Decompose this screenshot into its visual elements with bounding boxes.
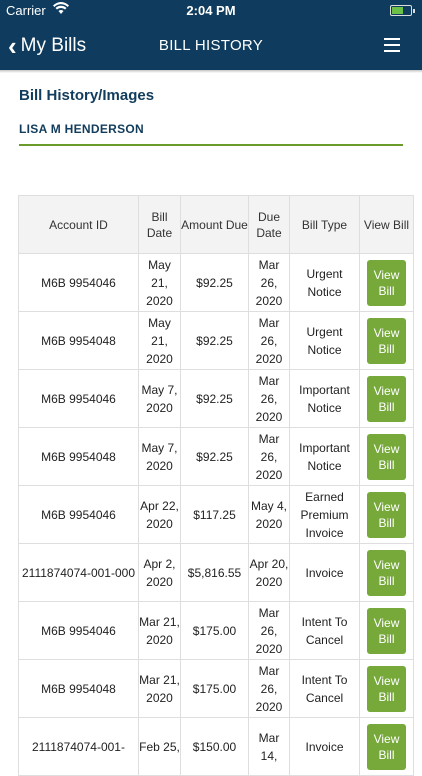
cell-due-date: Mar 14,	[249, 718, 290, 776]
nav-shadow	[0, 70, 422, 73]
cell-account-id: M6B 9954048	[19, 660, 139, 718]
cell-account-id: M6B 9954046	[19, 602, 139, 660]
view-bill-button[interactable]: View Bill	[367, 434, 406, 480]
cell-account-id: 2111874074-001-000	[19, 544, 139, 602]
cell-account-id: M6B 9954046	[19, 370, 139, 428]
cell-bill-date: May 21, 2020	[139, 312, 181, 370]
chevron-left-icon: ‹	[8, 31, 17, 61]
carrier-label: Carrier	[6, 3, 46, 18]
cell-due-date: Mar 26, 2020	[249, 370, 290, 428]
cell-amount-due: $175.00	[181, 602, 249, 660]
cell-view-bill	[360, 312, 414, 370]
cell-amount-due: $117.25	[181, 486, 249, 544]
cell-bill-date: May 7, 2020	[139, 370, 181, 428]
cell-amount-due: $175.00	[181, 660, 249, 718]
clock: 2:04 PM	[186, 3, 236, 18]
header-bill-date: Bill Date	[139, 196, 181, 254]
cell-amount-due: $92.25	[181, 370, 249, 428]
section-title: Bill History/Images	[19, 87, 155, 104]
cell-account-id: M6B 9954048	[19, 312, 139, 370]
view-bill-button[interactable]: View Bill	[367, 492, 406, 538]
cell-amount-due: $5,816.55	[181, 544, 249, 602]
cell-account-id: 2111874074-001-	[19, 718, 139, 776]
table-row	[19, 312, 414, 370]
view-bill-button[interactable]: View Bill	[367, 318, 406, 364]
cell-amount-due: $92.25	[181, 428, 249, 486]
cell-account-id: M6B 9954046	[19, 254, 139, 312]
cell-bill-date: May 7, 2020	[139, 428, 181, 486]
view-bill-button[interactable]: View Bill	[367, 666, 406, 712]
table-row	[19, 602, 414, 660]
cell-bill-type: Earned Premium Invoice	[290, 486, 360, 544]
navigation-bar	[0, 22, 422, 70]
cell-bill-date: Apr 2, 2020	[139, 544, 181, 602]
cell-amount-due: $92.25	[181, 312, 249, 370]
view-bill-button[interactable]: View Bill	[367, 376, 406, 422]
cell-due-date: Mar 26, 2020	[249, 660, 290, 718]
cell-view-bill	[360, 486, 414, 544]
cell-view-bill	[360, 254, 414, 312]
cell-view-bill	[360, 718, 414, 776]
cell-due-date: Mar 26, 2020	[249, 254, 290, 312]
page-title: BILL HISTORY	[158, 37, 264, 54]
header-account-id: Account ID	[19, 196, 139, 254]
table-row	[19, 660, 414, 718]
cell-view-bill	[360, 602, 414, 660]
header-due-date: Due Date	[249, 196, 290, 254]
cell-bill-type: Urgent Notice	[290, 254, 360, 312]
cell-due-date: Apr 20, 2020	[249, 544, 290, 602]
back-button-label: My Bills	[20, 35, 87, 56]
cell-bill-date: Mar 21, 2020	[139, 602, 181, 660]
view-bill-button[interactable]: View Bill	[367, 260, 406, 306]
table-row	[19, 370, 414, 428]
header-amount-due: Amount Due	[181, 196, 249, 254]
table-row	[19, 254, 414, 312]
cell-view-bill	[360, 428, 414, 486]
cell-view-bill	[360, 660, 414, 718]
cell-amount-due: $150.00	[181, 718, 249, 776]
cell-bill-type: Important Notice	[290, 370, 360, 428]
cell-bill-date: Feb 25,	[139, 718, 181, 776]
cell-bill-type: Intent To Cancel	[290, 602, 360, 660]
cell-view-bill	[360, 544, 414, 602]
cell-due-date: May 4, 2020	[249, 486, 290, 544]
cell-bill-type: Invoice	[290, 718, 360, 776]
header-view-bill: View Bill	[360, 196, 414, 254]
cell-account-id: M6B 9954048	[19, 428, 139, 486]
cell-amount-due: $92.25	[181, 254, 249, 312]
header-bill-type: Bill Type	[290, 196, 360, 254]
view-bill-button[interactable]: View Bill	[367, 608, 406, 654]
bill-history-table	[18, 195, 414, 776]
customer-name: LISA M HENDERSON	[19, 122, 145, 136]
table-header-row	[19, 196, 414, 254]
cell-bill-type: Intent To Cancel	[290, 660, 360, 718]
battery-icon	[390, 5, 412, 16]
hamburger-menu-icon[interactable]	[384, 38, 400, 52]
cell-bill-type: Invoice	[290, 544, 360, 602]
cell-due-date: Mar 26, 2020	[249, 312, 290, 370]
cell-due-date: Mar 26, 2020	[249, 428, 290, 486]
table-row	[19, 486, 414, 544]
cell-bill-type: Urgent Notice	[290, 312, 360, 370]
status-bar	[0, 0, 422, 22]
cell-account-id: M6B 9954046	[19, 486, 139, 544]
cell-due-date: Mar 26, 2020	[249, 602, 290, 660]
cell-bill-date: Mar 21, 2020	[139, 660, 181, 718]
table-row	[19, 544, 414, 602]
table-row	[19, 428, 414, 486]
back-button[interactable]	[8, 32, 86, 60]
divider	[19, 144, 403, 146]
view-bill-button[interactable]: View Bill	[367, 550, 406, 596]
cell-bill-date: May 21, 2020	[139, 254, 181, 312]
table-row	[19, 718, 414, 776]
cell-bill-type: Important Notice	[290, 428, 360, 486]
view-bill-button[interactable]: View Bill	[367, 724, 406, 770]
cell-view-bill	[360, 370, 414, 428]
cell-bill-date: Apr 22, 2020	[139, 486, 181, 544]
